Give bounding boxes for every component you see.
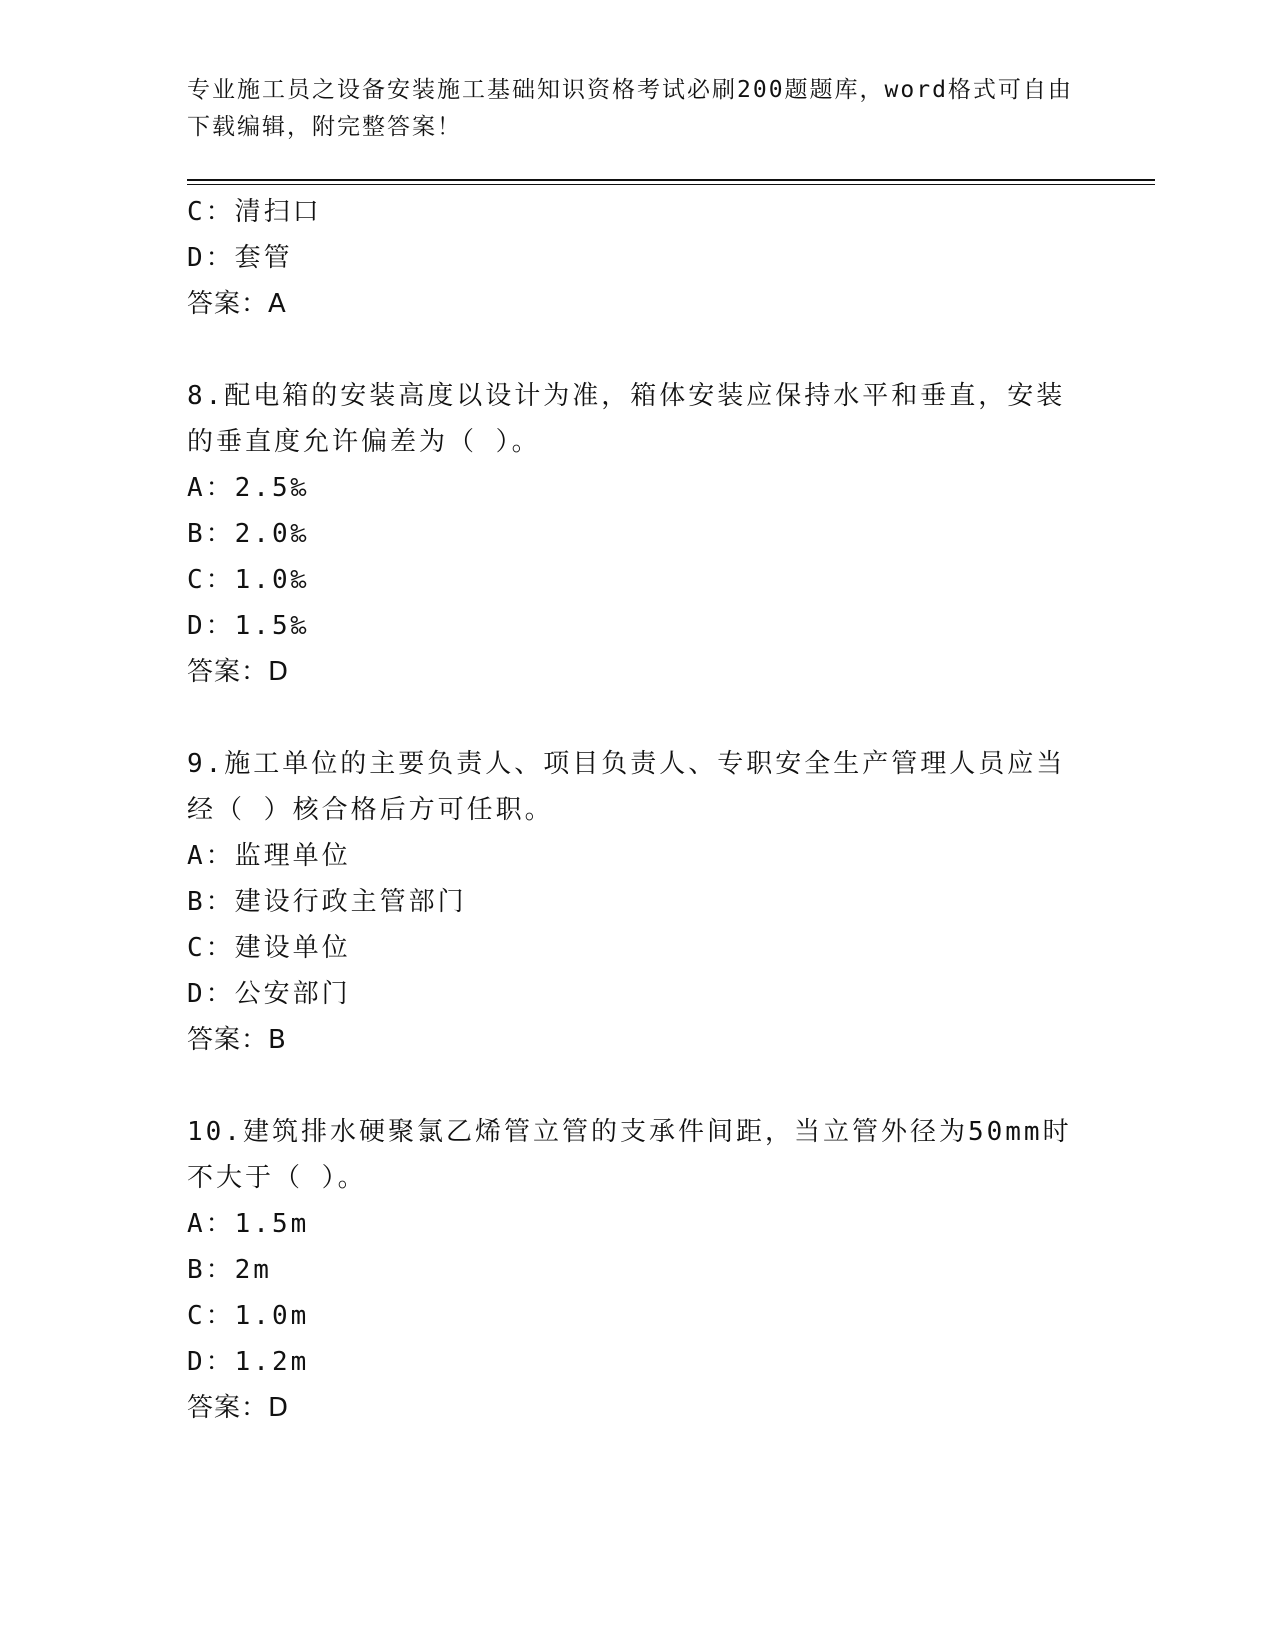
option-c — [187, 925, 1087, 971]
question-stem-line-2: 不大于（ ）。 — [187, 1163, 367, 1193]
answer-value: A — [268, 289, 289, 319]
header-divider-thin — [187, 184, 1155, 185]
option-letter: C： — [187, 565, 235, 595]
option-text: 2.0‰ — [234, 519, 310, 549]
option-c — [187, 557, 1087, 603]
spacer — [187, 695, 1087, 741]
option-letter: C： — [187, 197, 235, 227]
option-text: 公安部门 — [234, 979, 351, 1009]
option-b — [187, 511, 1087, 557]
option-text: 1.0‰ — [234, 565, 310, 595]
header-line-1: 专业施工员之设备安装施工基础知识资格考试必刷200题题库，word格式可自由 — [187, 77, 1073, 103]
option-d — [187, 971, 1087, 1017]
question-stem-line-2: 经（ ）核合格后方可任职。 — [187, 795, 554, 825]
spacer — [187, 327, 1087, 373]
header-divider-thick — [187, 179, 1155, 181]
option-text: 建设单位 — [234, 933, 351, 963]
question-stem-line-2: 的垂直度允许偏差为（ ）。 — [187, 427, 541, 457]
option-letter: C： — [187, 1301, 235, 1331]
answer-label: 答案： — [187, 1025, 269, 1055]
option-letter: B： — [187, 519, 235, 549]
option-letter: D： — [187, 243, 235, 273]
option-b — [187, 1247, 1087, 1293]
question-stem-line-1: 9.施工单位的主要负责人、项目负责人、专职安全生产管理人员应当 — [187, 749, 1066, 779]
option-letter: A： — [187, 841, 235, 871]
option-text: 2m — [234, 1255, 272, 1285]
option-c — [187, 1293, 1087, 1339]
option-letter: C： — [187, 933, 235, 963]
option-b — [187, 879, 1087, 925]
option-text: 1.0m — [234, 1301, 310, 1331]
question-stem-line-1: 8.配电箱的安装高度以设计为准，箱体安装应保持水平和垂直，安装 — [187, 381, 1066, 411]
option-letter: A： — [187, 1209, 235, 1239]
document-header — [187, 72, 1087, 146]
question-9 — [187, 741, 1087, 1063]
option-letter: D： — [187, 611, 235, 641]
option-letter: B： — [187, 887, 235, 917]
option-a — [187, 465, 1087, 511]
option-text: 2.5‰ — [234, 473, 310, 503]
option-letter: D： — [187, 1347, 235, 1377]
option-c — [187, 189, 1087, 235]
answer-label: 答案： — [187, 1393, 269, 1423]
answer-value: B — [268, 1025, 289, 1055]
option-d — [187, 235, 1087, 281]
option-text: 1.2m — [234, 1347, 310, 1377]
answer-line — [187, 1017, 1087, 1063]
answer-label: 答案： — [187, 657, 269, 687]
answer-label: 答案： — [187, 289, 269, 319]
option-letter: D： — [187, 979, 235, 1009]
answer-line — [187, 1385, 1087, 1431]
option-letter: B： — [187, 1255, 235, 1285]
option-d — [187, 1339, 1087, 1385]
option-text: 监理单位 — [234, 841, 351, 871]
option-d — [187, 603, 1087, 649]
answer-value: D — [268, 657, 292, 687]
question-7-continuation — [187, 189, 1087, 327]
answer-line — [187, 649, 1087, 695]
option-text: 建设行政主管部门 — [234, 887, 467, 917]
option-text: 1.5‰ — [234, 611, 310, 641]
question-stem-line-1: 10.建筑排水硬聚氯乙烯管立管的支承件间距，当立管外径为50mm时 — [187, 1117, 1072, 1147]
question-10 — [187, 1109, 1087, 1431]
answer-value: D — [268, 1393, 292, 1423]
option-text: 1.5m — [234, 1209, 310, 1239]
question-8 — [187, 373, 1087, 695]
question-content — [187, 189, 1087, 1431]
option-letter: A： — [187, 473, 235, 503]
option-a — [187, 833, 1087, 879]
header-line-2: 下载编辑，附完整答案！ — [187, 114, 462, 140]
answer-line — [187, 281, 1087, 327]
option-text: 清扫口 — [234, 197, 322, 227]
option-text: 套管 — [234, 243, 293, 273]
option-a — [187, 1201, 1087, 1247]
spacer — [187, 1063, 1087, 1109]
